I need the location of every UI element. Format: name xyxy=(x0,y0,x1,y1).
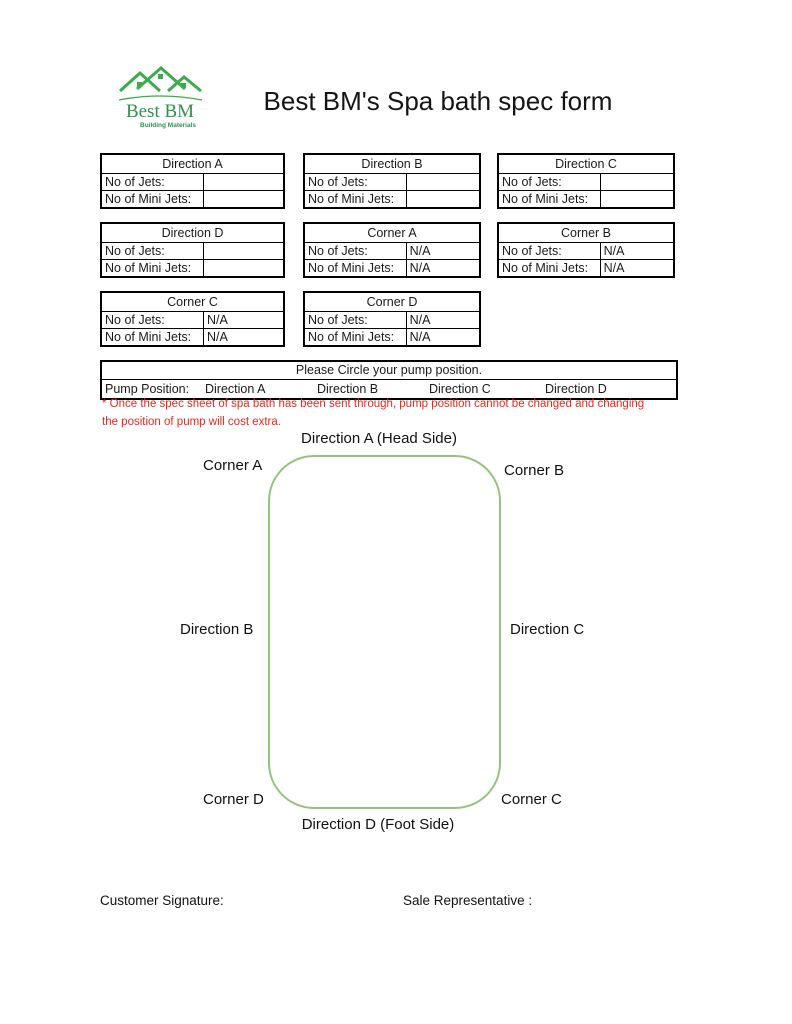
pump-note-line-2: the position of pump will cost extra. xyxy=(102,416,281,428)
pump-position-box xyxy=(100,360,678,400)
diagram-label-corner-b: Corner B xyxy=(504,462,565,479)
mini-jets-label: No of Mini Jets: xyxy=(304,191,406,209)
mini-jets-value-cell: N/A xyxy=(203,329,284,347)
spa-bath-outline xyxy=(268,455,501,809)
jet-table-direction-c xyxy=(497,153,675,209)
pump-option-direction-b[interactable]: Direction B xyxy=(317,382,379,396)
jets-label: No of Jets: xyxy=(101,174,203,191)
mini-jets-value-cell: N/A xyxy=(406,329,480,347)
best-bm-logo xyxy=(116,64,206,132)
mini-jets-label: No of Mini Jets: xyxy=(304,260,406,278)
diagram-label-corner-d: Corner D xyxy=(203,791,264,808)
jets-value-cell[interactable] xyxy=(600,174,674,191)
jets-label: No of Jets: xyxy=(304,243,406,260)
pump-option-direction-a[interactable]: Direction A xyxy=(205,382,266,396)
pump-position-instruction: Please Circle your pump position. xyxy=(102,362,676,380)
pump-note-line-1: * Once the spec sheet of spa bath has been sent through, pump position cannot be changed and changing xyxy=(102,398,645,410)
logo-swoosh-icon xyxy=(119,96,202,100)
jets-value-cell: N/A xyxy=(406,312,480,329)
logo-wordmark: Best BM xyxy=(125,101,195,122)
mini-jets-label: No of Mini Jets: xyxy=(101,191,203,209)
pump-position-label: Pump Position: xyxy=(105,382,190,396)
customer-signature-label: Customer Signature: xyxy=(100,893,224,908)
jet-table-corner-a xyxy=(303,222,481,278)
page-title: Best BM's Spa bath spec form xyxy=(263,86,613,116)
mini-jets-label: No of Mini Jets: xyxy=(101,260,203,278)
jet-table-direction-a xyxy=(100,153,285,209)
jets-label: No of Jets: xyxy=(304,312,406,329)
mini-jets-value-cell: N/A xyxy=(406,260,480,278)
jets-label: No of Jets: xyxy=(498,174,600,191)
jets-label: No of Jets: xyxy=(498,243,600,260)
jets-value-cell: N/A xyxy=(203,312,284,329)
jets-value-cell[interactable] xyxy=(203,174,284,191)
jet-table-title: Direction C xyxy=(498,154,674,174)
jet-table-corner-d xyxy=(303,291,481,347)
mini-jets-label: No of Mini Jets: xyxy=(304,329,406,347)
jet-table-direction-b xyxy=(303,153,481,209)
jets-label: No of Jets: xyxy=(101,243,203,260)
jets-label: No of Jets: xyxy=(101,312,203,329)
jet-table-title: Corner A xyxy=(304,223,480,243)
jet-table-corner-b xyxy=(497,222,675,278)
jet-table-direction-d xyxy=(100,222,285,278)
diagram-label-corner-c: Corner C xyxy=(501,791,562,808)
jets-label: No of Jets: xyxy=(304,174,406,191)
jet-table-title: Direction A xyxy=(101,154,284,174)
jets-value-cell: N/A xyxy=(406,243,480,260)
pump-option-direction-d[interactable]: Direction D xyxy=(545,382,607,396)
jets-value-cell[interactable] xyxy=(203,243,284,260)
mini-jets-label: No of Mini Jets: xyxy=(498,191,600,209)
mini-jets-value-cell[interactable] xyxy=(600,191,674,209)
mini-jets-value-cell[interactable] xyxy=(406,191,480,209)
logo-roofs-icon xyxy=(120,68,201,91)
jet-table-title: Corner B xyxy=(498,223,674,243)
pump-position-row xyxy=(102,380,676,398)
pump-option-direction-c[interactable]: Direction C xyxy=(429,382,491,396)
sales-representative-label: Sale Representative : xyxy=(403,893,533,908)
jet-table-title: Corner C xyxy=(101,292,284,312)
jets-value-cell: N/A xyxy=(600,243,674,260)
mini-jets-value-cell[interactable] xyxy=(203,191,284,209)
diagram-label-direction-d-foot-side: Direction D (Foot Side) xyxy=(301,816,455,833)
jet-table-title: Direction B xyxy=(304,154,480,174)
jets-value-cell[interactable] xyxy=(406,174,480,191)
diagram-label-direction-b: Direction B xyxy=(180,621,254,638)
diagram-label-direction-a-head-side: Direction A (Head Side) xyxy=(301,430,457,447)
mini-jets-label: No of Mini Jets: xyxy=(498,260,600,278)
diagram-label-corner-a: Corner A xyxy=(203,457,263,474)
jet-table-title: Direction D xyxy=(101,223,284,243)
mini-jets-value-cell[interactable] xyxy=(203,260,284,278)
mini-jets-label: No of Mini Jets: xyxy=(101,329,203,347)
logo-tagline: Building Materials xyxy=(140,122,196,129)
mini-jets-value-cell: N/A xyxy=(600,260,674,278)
diagram-label-direction-c: Direction C xyxy=(510,621,585,638)
jet-table-corner-c xyxy=(100,291,285,347)
jet-table-title: Corner D xyxy=(304,292,480,312)
